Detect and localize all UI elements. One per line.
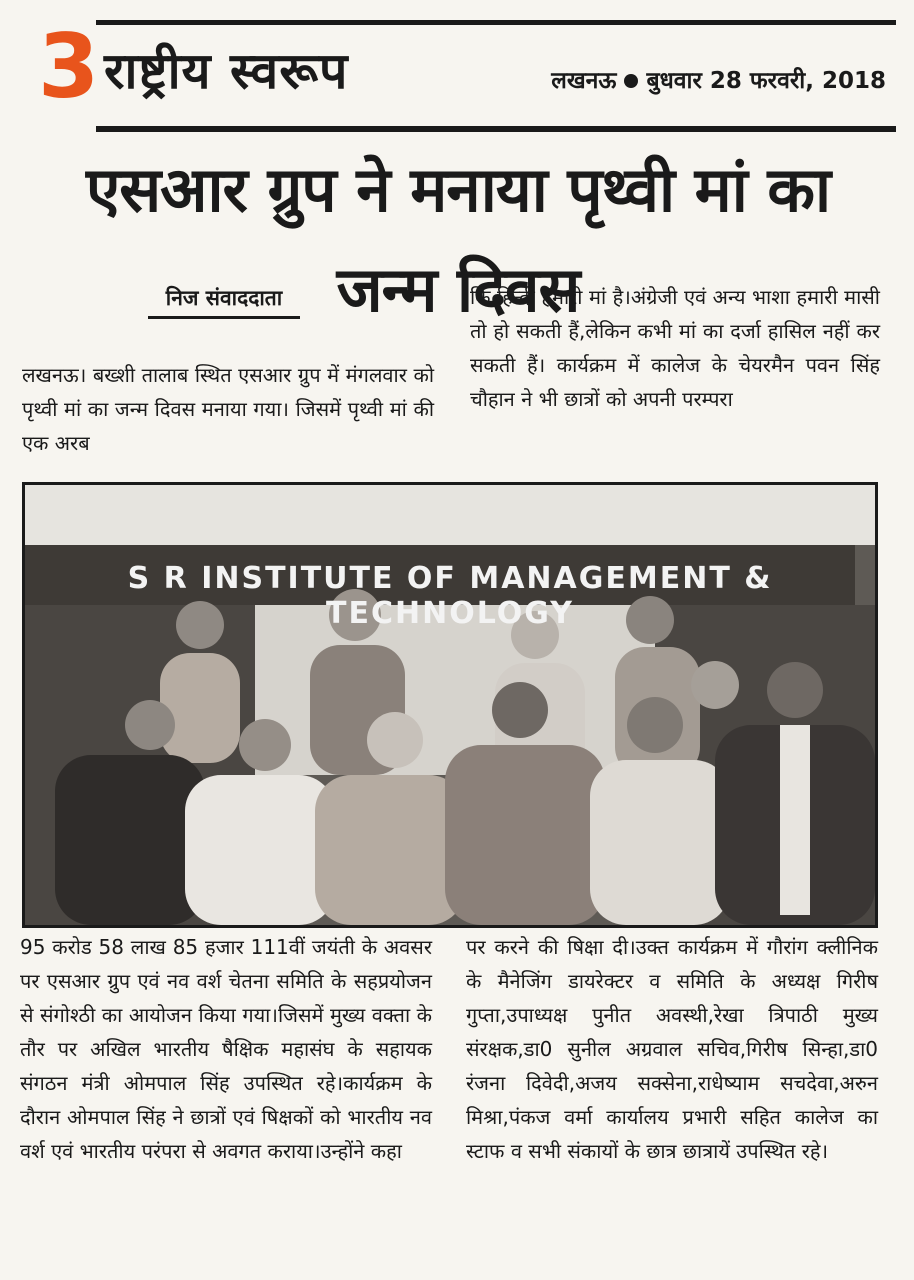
article-column-left-top: लखनऊ। बख्शी तालाब स्थित एसआर ग्रुप में मंगलवार को पृथ्वी मां का जन्म दिवस मनाया गया। जिसमें पृथ्वी मां की एक अरब bbox=[22, 363, 434, 455]
article-headline: एसआर ग्रुप ने मनाया पृथ्वी मां का जन्म दिवस bbox=[85, 153, 831, 326]
dateline-date: बुधवार 28 फरवरी, 2018 bbox=[646, 68, 886, 94]
byline: निज संवाददाता bbox=[148, 284, 300, 319]
event-photo-illustration bbox=[25, 485, 875, 925]
dateline bbox=[551, 66, 886, 96]
masthead-top-rule bbox=[96, 20, 896, 25]
masthead-bottom-rule bbox=[96, 126, 896, 132]
article-column-right-bottom: पर करने की षिक्षा दी।उक्त कार्यक्रम में गौरांग क्लीनिक के मैनेजिंग डायरेक्टर व समिति के अध्यक्ष गिरीष गुप्ता,उपाध्यक्ष पुनीत अवस्थी,रेखा त्रिपाठी मुख्य संरक्षक,डा0 सुनील अग्रवाल सचिव,गिरीष सिन्हा,डा0 रंजना दिवेदी,अजय सक्सेना,राधेष्याम सचदेवा,अरुन मिश्रा,पंकज वर्मा कार्यालय प्रभारी सहित कालेज का स्टाफ व सभी संकायों के छात्र छात्रायें उपस्थित रहे। bbox=[466, 935, 878, 1163]
newspaper-name: राष्ट्रीय स्वरूप bbox=[104, 42, 349, 100]
photo-banner-text: S R INSTITUTE OF MANAGEMENT & TECHNOLOGY bbox=[127, 561, 773, 631]
event-photo bbox=[22, 482, 878, 928]
page-number: 3 bbox=[38, 15, 100, 118]
masthead bbox=[34, 10, 896, 130]
dateline-city: लखनऊ bbox=[551, 68, 617, 94]
bullet-dot-icon bbox=[624, 74, 638, 88]
article-column-right-top: कि हिन्दी हमारी मां है।अंग्रेजी एवं अन्य भाशा हमारी मासी तो हो सकती हैं,लेकिन कभी मां का दर्जा हासिल नहीं कर सकती हैं। कार्यक्रम में कालेज के चेयरमैन पवन सिंह चौहान ने भी छात्रों को अपनी परम्परा bbox=[470, 285, 880, 411]
article-column-left-bottom: 95 करोड 58 लाख 85 हजार 111वीं जयंती के अवसर पर एसआर ग्रुप एवं नव वर्श चेतना समिति के सहप्रयोजन से संगोश्ठी का आयोजन किया गया।जिसमें मुख्य वक्ता के तौर पर अखिल भारतीय षैक्षिक महासंघ के सहायक संगठन मंत्री ओमपाल सिंह उपस्थित रहे।कार्यक्रम के दौरान ओमपाल सिंह ने छात्रों एवं षिक्षकों को भारतीय नव वर्श एवं भारतीय परंपरा से अवगत कराया।उन्होंने कहा bbox=[20, 935, 432, 1163]
